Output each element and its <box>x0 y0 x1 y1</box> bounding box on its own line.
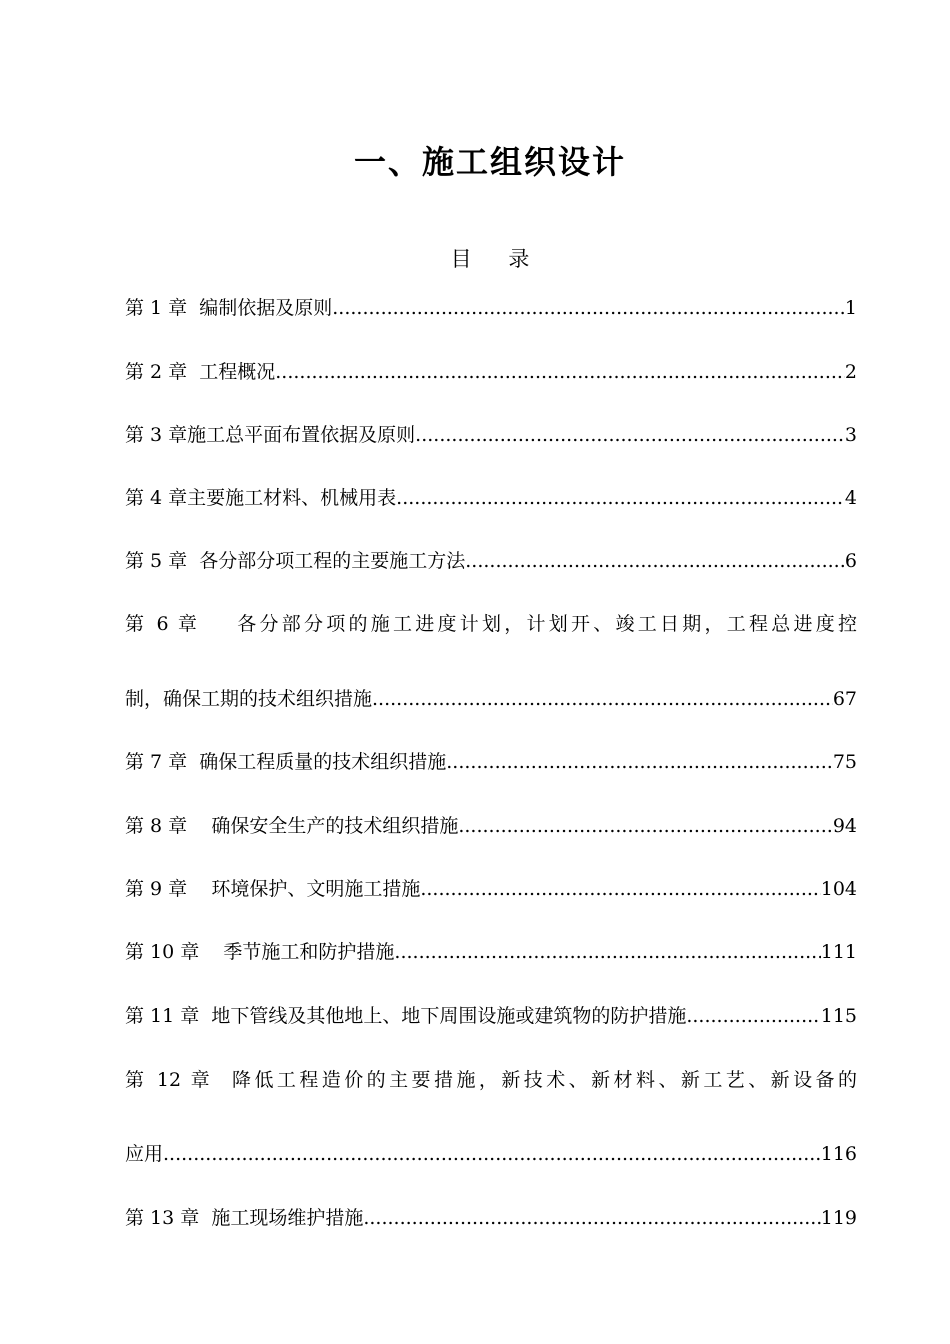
toc-leader-dots <box>446 747 833 777</box>
toc-entry-label: 第 5 章 各分部分项工程的主要施工方法 <box>125 550 466 572</box>
toc-page-number: 3 <box>844 424 857 446</box>
toc-leader-dots <box>458 811 832 841</box>
toc-page-number: 104 <box>820 878 857 900</box>
toc-entry-label: 第 11 章 地下管线及其他地上、地下周围设施或建筑物的防护措施 <box>125 1005 687 1027</box>
toc-page-number: 1 <box>844 297 857 319</box>
toc-entry-chapter-2[interactable] <box>125 357 857 387</box>
toc-leader-dots <box>163 1139 821 1169</box>
toc-leader-dots <box>332 293 845 323</box>
toc-leader-dots <box>465 546 845 576</box>
toc-entry-chapter-1[interactable] <box>125 293 857 323</box>
toc-entry-chapter-8[interactable] <box>125 811 857 841</box>
toc-entry-chapter-12-continued[interactable] <box>125 1139 857 1169</box>
toc-entry-label: 第 10 章 季节施工和防护措施 <box>125 941 395 963</box>
toc-page-number: 116 <box>820 1143 857 1165</box>
toc-leader-dots <box>394 937 820 967</box>
toc-entry-chapter-10[interactable] <box>125 937 857 967</box>
toc-entry-chapter-3[interactable] <box>125 420 857 450</box>
toc-entry-label: 第 9 章 环境保护、文明施工措施 <box>125 878 421 900</box>
toc-leader-dots <box>363 1203 820 1233</box>
toc-entry-chapter-5[interactable] <box>125 546 857 576</box>
toc-entry-chapter-9[interactable] <box>125 874 857 904</box>
toc-entry-label: 第 4 章主要施工材料、机械用表 <box>125 487 397 509</box>
toc-entry-chapter-4[interactable] <box>125 483 857 513</box>
toc-entry-chapter-6[interactable] <box>125 609 857 639</box>
toc-entry-label: 第 8 章 确保安全生产的技术组织措施 <box>125 815 459 837</box>
toc-entry-label: 第 1 章 编制依据及原则 <box>125 297 333 319</box>
toc-entry-chapter-6-continued[interactable] <box>125 684 857 714</box>
toc-entry-label-line-2: 制，确保工期的技术组织措施 <box>125 688 373 710</box>
toc-page-number: 75 <box>832 751 857 773</box>
toc-entry-chapter-11[interactable] <box>125 1001 857 1031</box>
toc-entry-chapter-7[interactable] <box>125 747 857 777</box>
toc-entry-label: 第 13 章 施工现场维护措施 <box>125 1207 364 1229</box>
toc-leader-dots <box>420 874 820 904</box>
toc-entry-label: 第 2 章 工程概况 <box>125 361 276 383</box>
toc-page-number: 115 <box>820 1005 857 1027</box>
toc-page-number: 67 <box>832 688 857 710</box>
toc-leader-dots <box>686 1001 820 1031</box>
toc-entry-label: 第 3 章施工总平面布置依据及原则 <box>125 424 416 446</box>
toc-page-number: 119 <box>820 1207 857 1229</box>
toc-entry-chapter-13[interactable] <box>125 1203 857 1233</box>
toc-page-number: 2 <box>844 361 857 383</box>
toc-entry-label-line-1: 第 6 章 各分部分项的施工进度计划，计划开、竣工日期，工程总进度控 <box>125 613 857 635</box>
toc-entry-chapter-12[interactable] <box>125 1065 857 1095</box>
toc-heading: 目 录 <box>450 247 530 271</box>
document-title: 一、施工组织设计 <box>353 143 626 181</box>
toc-entry-label: 第 7 章 确保工程质量的技术组织措施 <box>125 751 447 773</box>
toc-page-number: 94 <box>832 815 857 837</box>
toc-leader-dots <box>275 357 845 387</box>
toc-entry-label-line-2: 应用 <box>125 1143 164 1165</box>
toc-leader-dots <box>415 420 845 450</box>
toc-page-number: 6 <box>844 550 857 572</box>
toc-page-number: 111 <box>820 941 857 963</box>
toc-leader-dots <box>372 684 833 714</box>
toc-leader-dots <box>396 483 845 513</box>
toc-entry-label-line-1: 第 12 章 降低工程造价的主要措施，新技术、新材料、新工艺、新设备的 <box>125 1069 857 1091</box>
toc-page-number: 4 <box>844 487 857 509</box>
